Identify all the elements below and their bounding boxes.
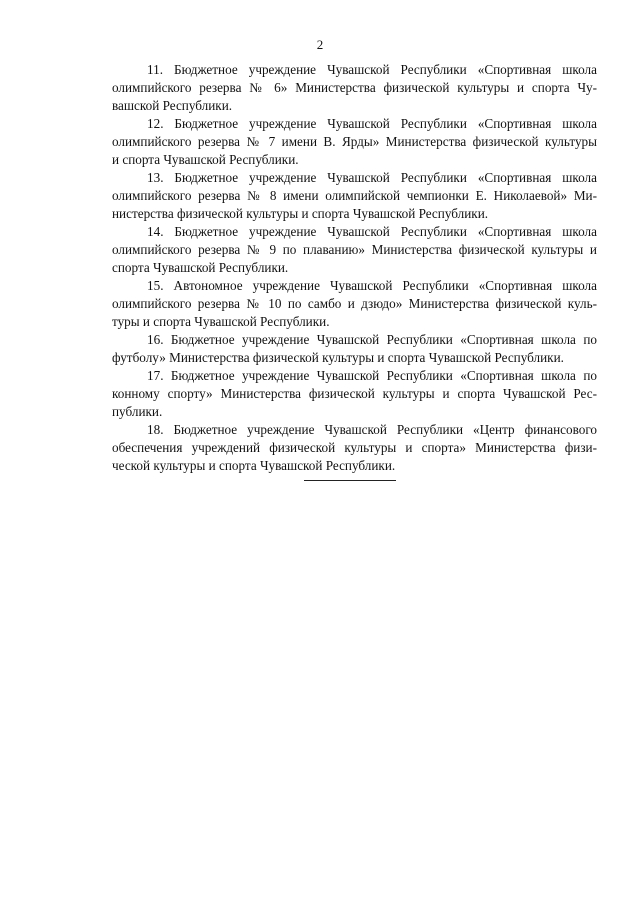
item-18-line-2: обеспечения учреждений физической культуры и спорта» Министерства физи- — [112, 440, 597, 455]
item-13-line-1: 13. Бюджетное учреждение Чувашской Республики «Спортивная школа — [147, 170, 597, 185]
item-14-line-3: спорта Чувашской Республики. — [112, 260, 289, 275]
item-15-line-3: туры и спорта Чувашской Республики. — [112, 314, 330, 329]
item-17-line-2: конному спорту» Министерства физической культуры и спорта Чувашской Рес- — [112, 386, 597, 401]
item-15-line-2: олимпийского резерва № 10 по самбо и дзюдо» Министерства физической куль- — [112, 296, 597, 311]
item-13-line-3: нистерства физической культуры и спорта Чувашской Республики. — [112, 206, 489, 221]
item-13-line-2: олимпийского резерва № 8 имени олимпийской чемпионки Е. Николаевой» Ми- — [112, 188, 597, 203]
item-11-line-2: олимпийского резерва № 6» Министерства физической культуры и спорта Чу- — [112, 80, 597, 95]
end-separator-line — [304, 480, 396, 481]
item-16-line-2: футболу» Министерства физической культуры и спорта Чувашской Республики. — [112, 350, 564, 365]
item-16-line-1: 16. Бюджетное учреждение Чувашской Республики «Спортивная школа по — [147, 332, 597, 347]
item-17-line-1: 17. Бюджетное учреждение Чувашской Республики «Спортивная школа по — [147, 368, 597, 383]
item-14-line-1: 14. Бюджетное учреждение Чувашской Республики «Спортивная школа — [147, 224, 597, 239]
page-number: 2 — [316, 37, 324, 52]
item-11-line-1: 11. Бюджетное учреждение Чувашской Республики «Спортивная школа — [147, 62, 597, 77]
item-18-line-1: 18. Бюджетное учреждение Чувашской Республики «Центр финансового — [147, 422, 597, 437]
item-15-line-1: 15. Автономное учреждение Чувашской Республики «Спортивная школа — [147, 278, 597, 293]
item-18-line-3: ческой культуры и спорта Чувашской Республики. — [112, 458, 396, 473]
item-11-line-3: вашской Республики. — [112, 98, 233, 113]
item-17-line-3: публики. — [112, 404, 163, 419]
item-12-line-3: и спорта Чувашской Республики. — [112, 152, 299, 167]
item-14-line-2: олимпийского резерва № 9 по плаванию» Министерства физической культуры и — [112, 242, 597, 257]
item-12-line-1: 12. Бюджетное учреждение Чувашской Республики «Спортивная школа — [147, 116, 597, 131]
item-12-line-2: олимпийского резерва № 7 имени В. Ярды» Министерства физической культуры — [112, 134, 597, 149]
